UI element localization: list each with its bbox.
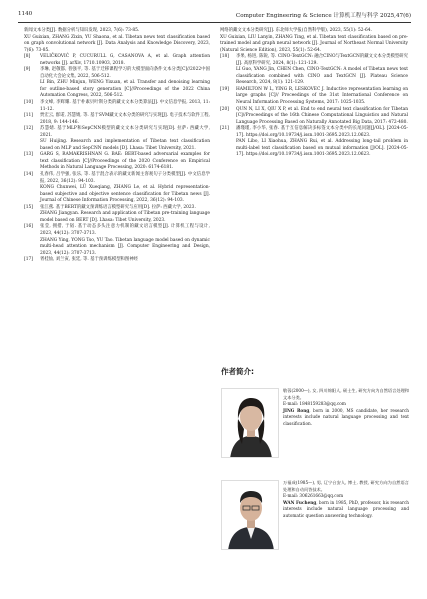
- author-1-photo: [221, 388, 279, 458]
- reference-text-en: KONG Chunwei, LÜ Xueqiang, ZHANG Le, et al. Hybrid representation-based subjective and objective sentence classification for Tibetan news [J]. Journal of Chinese Information Processing, 2022, 36(12): 94-103.: [40, 185, 210, 204]
- reference-number: [10]: [24, 100, 33, 106]
- reference-continuation: 新闻文本分类[J]. 数据分析与知识发现, 2023, 7(6): 73-85.: [24, 28, 140, 33]
- reference-text-en: ZHANG Jiangyan. Research and application of Tibetan pre-training language model based on BERT [D]. Lhasa: Tibet University, 2023.: [40, 211, 210, 223]
- reference-continuation: XU Guixian, LIU Lanyin, ZHANG Ting, et al. Tibetan text classification based on pre-trained model and graph neural network [J]. Journal of Northeast Normal University (Natural Science Edition), 2023, 55(1): 52-64.: [220, 34, 408, 53]
- reference-text-en: LI Guo, YANG Jin, CHEN Chen, CINO-TextGCN: A model of Tibetan news text classification combined with CINO and TextGCN [J]. Plateau Science Research, 2024, 8(1): 121-129.: [236, 67, 408, 86]
- reference-text-en: SU Huijing. Research and implementation of Tibetan text classification based on MLP and SepCNN models [D]. Lhasa: Tibet University, 2021.: [40, 139, 210, 151]
- reference-number: [13]: [24, 152, 33, 158]
- reference-number: [16]: [24, 224, 33, 230]
- reference-text-en: QUN N, LI X, QIU X P, et al. End to end neural text classification for Tibetan [C]//Proceedings of the 16th Chinese Computational Linguistics and Natural Language Processing Based on Naturally Annotated Big Data, 2017: 472-480.: [236, 106, 408, 125]
- reference-item: [220, 54, 408, 87]
- reference-item: [220, 126, 408, 159]
- author-1: [221, 388, 409, 474]
- reference-number: [20]: [220, 106, 229, 112]
- reference-text-en: ZHANG Ying, YONG Tso, YU Tao. Tibetan language model based on dynamic multi-head attention mechanism [J]. Computer Engineering and Design, 2023, 44(12): 3707-3713.: [40, 237, 210, 256]
- reference-item: [24, 54, 210, 67]
- reference-text-en: HAMILTON W L, YING R, LESKOVEC J. Inductive representation learning on large graphs [C]// Proceedings of the 31st International Conference on Neural Information Processing Systems, 2017: 1025-1035.: [236, 86, 408, 106]
- author-2-bio-zh: 万福成(1985—), 男, 辽宁台安人, 博士, 教授, 研究方向为自然语言处理和自动问答技术。: [283, 480, 409, 492]
- author-portrait-icon: [222, 481, 279, 550]
- reference-number: [21]: [220, 126, 229, 132]
- reference-number: [12]: [24, 126, 33, 132]
- author-2: [221, 480, 409, 590]
- reference-item: [220, 107, 408, 127]
- reference-item: [24, 126, 210, 152]
- reference-number: [14]: [24, 172, 33, 178]
- author-1-email: E-mail: 1848159283@qq.com: [283, 401, 346, 407]
- author-1-bio: [283, 388, 409, 427]
- right-column: [220, 28, 408, 159]
- authors-heading: 作者简介:: [221, 367, 254, 376]
- author-2-photo: [221, 480, 279, 550]
- reference-item: [24, 113, 210, 126]
- header-rule: [18, 22, 411, 23]
- reference-continuation: XU Guixian, ZHANG Zixin, YU Shaona, et al. Tibetan news text classification based on graph convolutional network [J]. Data Analysis and Knowledge Discovery, 2023, 7(6): 73-85.: [24, 34, 210, 53]
- author-2-en-bio: , born in 1985, PhD, professor, his research interests include natural language processing and automatic question answering technology.: [283, 499, 409, 518]
- reference-number: [17]: [24, 257, 33, 263]
- reference-number: [18]: [220, 54, 229, 60]
- reference-item: [24, 152, 210, 172]
- reference-text-zh: 苏慧婧. 基于MLP和SepCNN模型的藏文文本分类研究与实现[D]. 拉萨: 西藏大学, 2021.: [40, 126, 210, 138]
- author-1-bio-zh: 敬蓉(2000—), 女, 四川绵阳人, 硕士生, 研究方向为自然语言处理和文本分类。: [283, 388, 409, 400]
- reference-continuation: 网络的藏文文本分类研究[J]. 东北师大学报(自然科学版), 2023, 55(1): 52-64.: [220, 28, 372, 33]
- reference-item: [24, 205, 210, 225]
- reference-number: [9]: [24, 67, 31, 73]
- author-2-en-name: WAN Fucheng: [283, 499, 317, 505]
- reference-number: [11]: [24, 113, 33, 119]
- reference-text-zh: 李果, 杨进, 陈锐, 等. CINO-TextGCN: 融合CINO与TextGCN的藏文文本分类模型研究[J]. 高原科学研究, 2024, 8(1): 121-129.: [236, 54, 408, 66]
- reference-text-zh: 李琳, 赵敬都, 普强平, 等. 基于迁移课程学习的大模型面向条件文本分类[C]//2022中国自动化大会论文集, 2022, 506-512.: [40, 67, 210, 79]
- author-portrait-icon: [222, 389, 279, 458]
- reference-text-en: LI Bin, ZHU Minjun, WENG Yixuan, et al. Transfer and denoising learning for outline-based story generation [C]//Proceedings of the 2022 China Automation Congress, 2022, 506-512.: [40, 80, 210, 99]
- author-1-en-bio: , born in 2000, MS candidate, her research interests include natural language processing and text classification.: [283, 407, 409, 426]
- reference-text-zh: 胥桂仙, 刘兰寅, 张廷, 等. 基于预训练模型和图神经: [40, 257, 138, 263]
- reference-text-en: PAN Libo, LI Xiaohua, ZHANG Rui, et al. Addressing long-tail problem in multi-label text classification based on mutual information [J/OL]. [2024-05-17]. https://doi.org/10.19734/j.issn.1001-3695.2023.12.0623.: [236, 139, 408, 158]
- reference-item: [24, 67, 210, 100]
- left-column: [24, 28, 210, 264]
- author-1-en-name: JING Rong: [283, 407, 310, 413]
- reference-number: [15]: [24, 204, 33, 210]
- reference-text-en: GARG S, RAMAKRISHNAN G. BAE: BERT-based adversarial examples for text classification [C]//Proceedings of the 2020 Conference on Empirical Methods in Natural Language Processing, 2020: 6174-6181.: [40, 152, 210, 171]
- journal-title: Computer Engineering & Science 计算机工程与科学 2025,47(6): [235, 13, 411, 19]
- reference-text-zh: 孔春伟, 吕学强, 张乐, 等. 基于混合表示的藏文新闻主客观句子分类模型[J]. 中文信息学报, 2022, 36(12): 94-103.: [40, 172, 210, 184]
- reference-text-en: VELIČKOVIĆ P, CUCURULL G, CASANOVA A, et al. Graph attention networks [J]. arXiv, 1710.10903, 2018.: [40, 54, 210, 66]
- author-2-email: E-mail: 306261663@qq.com: [283, 493, 344, 499]
- reference-item: [24, 224, 210, 257]
- reference-item: [24, 100, 210, 113]
- reference-text-zh: 张莹, 拥措, 于韬. 基于动态多头注意力机制的藏文语言模型[J]. 计算机工程与设计, 2023, 44(12): 3707-3713.: [40, 224, 210, 236]
- reference-item: [24, 257, 210, 264]
- reference-text-zh: 李文峰, 李辉耀. 基于朴素贝叶斯分类的藏文文本分类算法[J]. 中文信息学报, 2013, 11: 11-12.: [40, 100, 210, 112]
- reference-text-zh: 潘瑾瑾, 李小华, 张春. 基于互信息解决多标签文本分类中的长尾问题[J/OL]. [2024-05-17]. https://doi.org/10.19734/j.issn.1001-3695.2023.12.0623.: [236, 126, 408, 138]
- reference-number: [8]: [24, 54, 31, 60]
- reference-text-zh: 张江燕. 基于BERT的藏文预训练语言模型研究与应用[D]. 拉萨: 西藏大学, 2023.: [40, 204, 196, 210]
- reference-number: [19]: [220, 86, 229, 92]
- page-number: 1140: [18, 11, 33, 17]
- reference-text-zh: 贾宏云, 群诺, 苏慧婧, 等. 基于SVM藏文文本分类的研究与实现[J]. 电子技术与软件工程, 2018, 9: 144-146.: [40, 113, 210, 125]
- author-2-bio: [283, 480, 409, 519]
- reference-item: [220, 87, 408, 107]
- reference-item: [24, 172, 210, 205]
